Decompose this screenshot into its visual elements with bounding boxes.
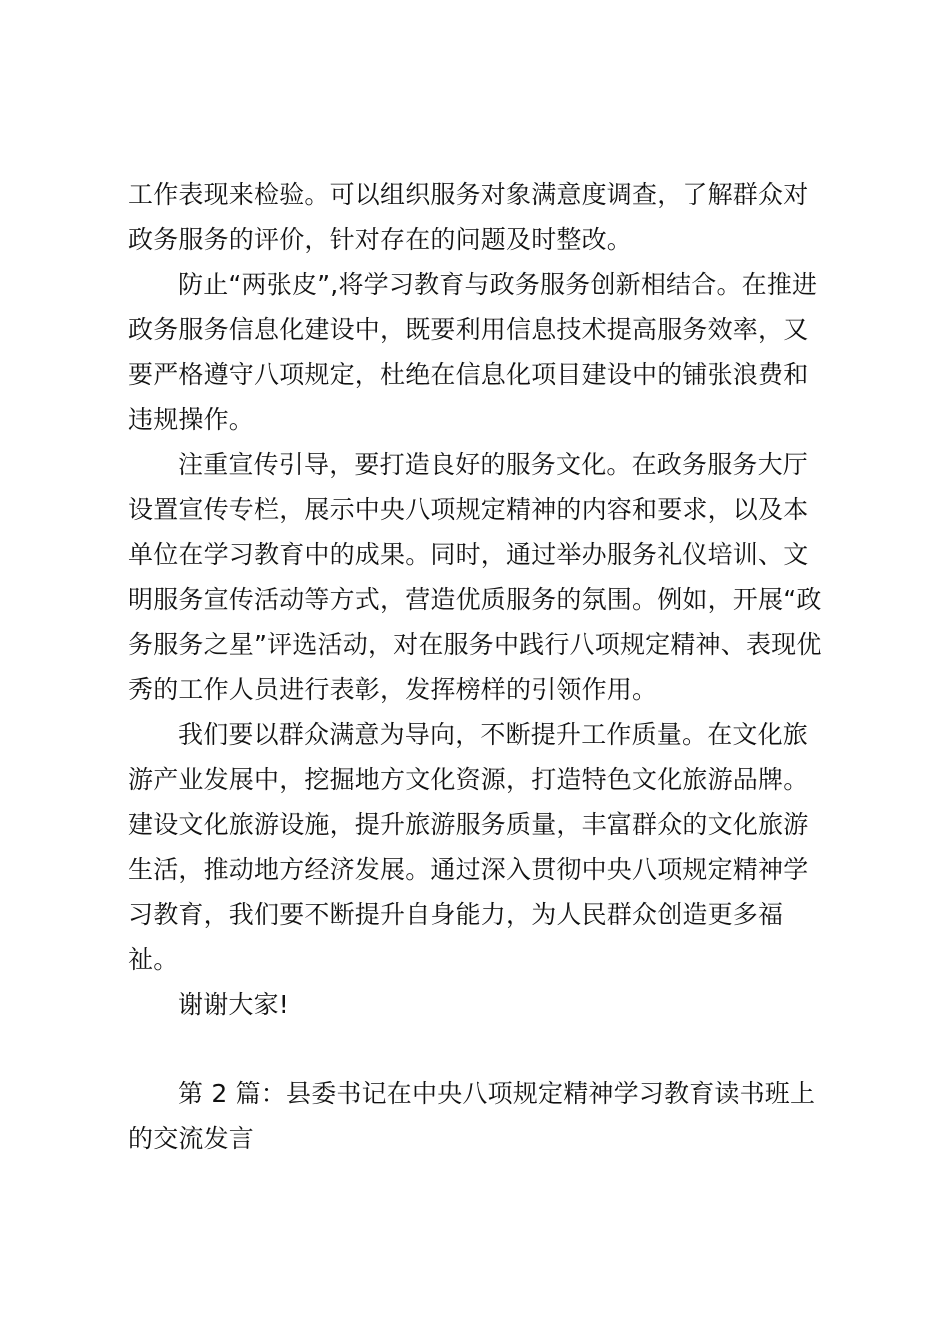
text-line: 务服务之星”评选活动，对在服务中践行八项规定精神、表现优 xyxy=(128,630,822,659)
paragraph-start-line: 我们要以群众满意为导向，不断提升工作质量。在文化旅 xyxy=(178,720,809,749)
text-line: 单位在学习教育中的成果。同时，通过举办服务礼仪培训、文 xyxy=(128,540,809,569)
text-line: 工作表现来检验。可以组织服务对象满意度调查，了解群众对 xyxy=(128,180,809,209)
paragraph-start-line: 注重宣传引导，要打造良好的服务文化。在政务服务大厅 xyxy=(178,450,809,479)
text-line: 明服务宣传活动等方式，营造优质服务的氛围。例如，开展“政 xyxy=(128,585,822,614)
text-line: 习教育，我们要不断提升自身能力，为人民群众创造更多福 xyxy=(128,900,784,929)
text-line: 设置宣传专栏，展示中央八项规定精神的内容和要求，以及本 xyxy=(128,495,809,524)
text-line: 游产业发展中，挖掘地方文化资源，打造特色文化旅游品牌。 xyxy=(128,765,809,794)
text-line: 秀的工作人员进行表彰，发挥榜样的引领作用。 xyxy=(128,675,658,704)
text-line: 生活，推动地方经济发展。通过深入贯彻中央八项规定精神学 xyxy=(128,855,809,884)
text-line: 政务服务信息化建设中，既要利用信息技术提高服务效率，又 xyxy=(128,315,809,344)
text-line: 违规操作。 xyxy=(128,405,255,434)
closing-line: 谢谢大家! xyxy=(178,990,290,1019)
text-line: 政务服务的评价，针对存在的问题及时整改。 xyxy=(128,225,633,254)
text-line: 建设文化旅游设施，提升旅游服务质量，丰富群众的文化旅游 xyxy=(128,810,809,839)
section-heading-line: 的交流发言 xyxy=(128,1124,255,1153)
text-line: 要严格遵守八项规定，杜绝在信息化项目建设中的铺张浪费和 xyxy=(128,360,809,389)
paragraph-start-line: 防止“两张皮”,将学习教育与政务服务创新相结合。在推进 xyxy=(178,270,818,299)
text-line: 祉。 xyxy=(128,945,179,974)
section-heading-line: 第 2 篇：县委书记在中央八项规定精神学习教育读书班上 xyxy=(178,1079,816,1108)
